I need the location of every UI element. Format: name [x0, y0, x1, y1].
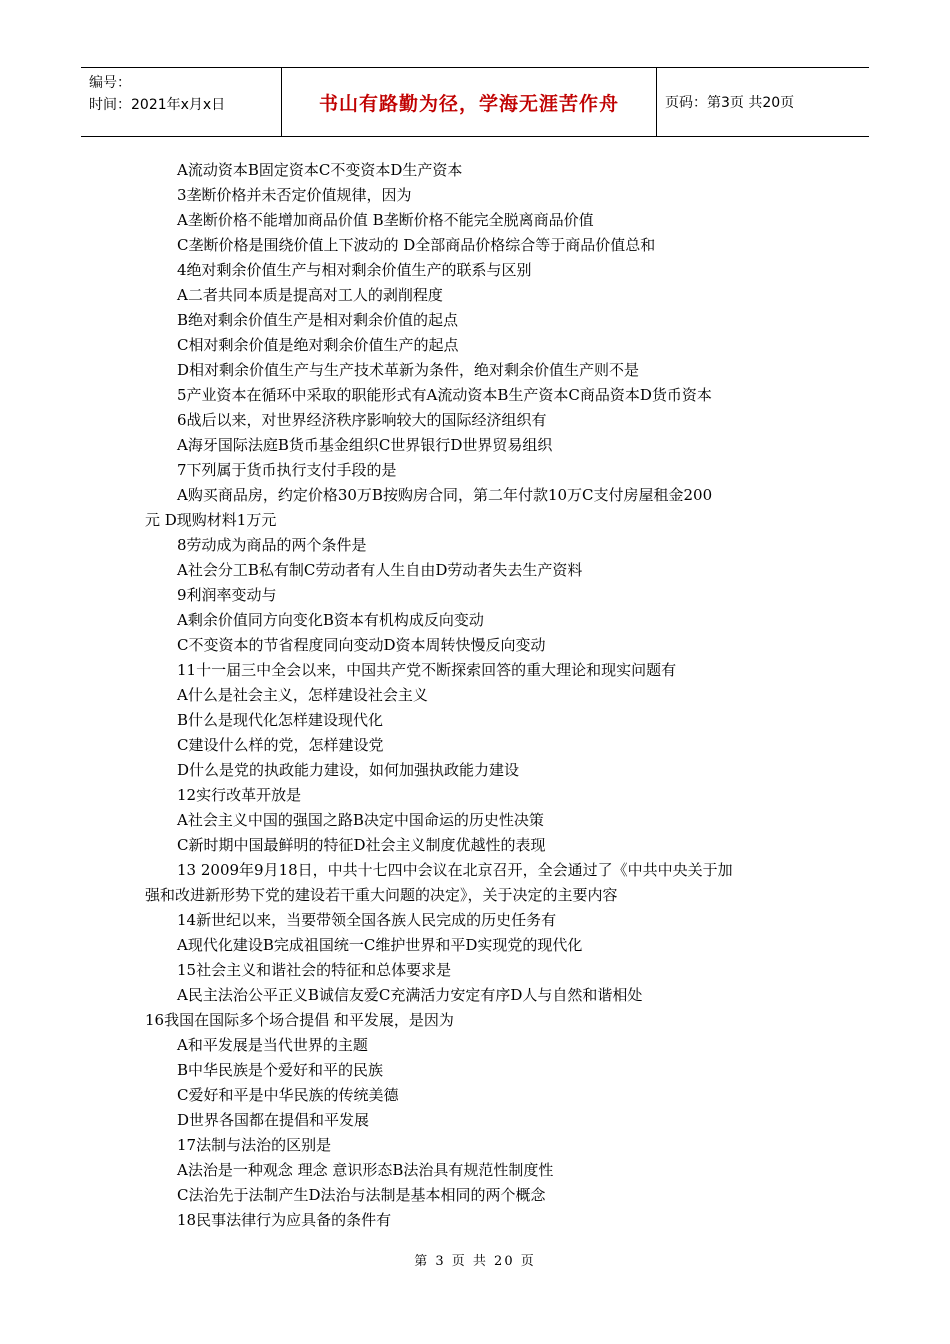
- text-line: D什么是党的执政能力建设，如何加强执政能力建设: [177, 761, 520, 779]
- text-line: 12实行改革开放是: [177, 786, 302, 804]
- text-line: A法治是一种观念 理念 意识形态B法治具有规范性制度性: [177, 1161, 554, 1179]
- text-line: A流动资本B固定资本C不变资本D生产资本: [177, 161, 463, 179]
- text-line: 7下列属于货币执行支付手段的是: [177, 461, 397, 479]
- text-line: D相对剩余价值生产与生产技术革新为条件，绝对剩余价值生产则不是: [177, 361, 640, 379]
- text-line: B绝对剩余价值生产是相对剩余价值的起点: [177, 311, 459, 329]
- text-line: C相对剩余价值是绝对剩余价值生产的起点: [177, 336, 459, 354]
- page-footer: 第 3 页 共 20 页: [414, 1254, 536, 1269]
- text-line: 4绝对剩余价值生产与相对剩余价值生产的联系与区别: [177, 261, 532, 279]
- text-line: C法治先于法制产生D法治与法制是基本相同的两个概念: [177, 1186, 546, 1204]
- text-line: D世界各国都在提倡和平发展: [177, 1111, 370, 1129]
- text-line: 13 2009年9月18日，中共十七四中会议在北京召开，全会通过了《中共中央关于加: [177, 861, 733, 879]
- text-line: 9利润率变动与: [177, 586, 277, 604]
- text-line: 18民事法律行为应具备的条件有: [177, 1211, 392, 1229]
- text-line: A什么是社会主义，怎样建设社会主义: [177, 686, 428, 704]
- text-line: 5产业资本在循环中采取的职能形式有A流动资本B生产资本C商品资本D货币资本: [177, 386, 712, 404]
- text-line: A购买商品房，约定价格30万B按购房合同，第二年付款10万C支付房屋租金200: [177, 486, 713, 504]
- text-line: A剩余价值同方向变化B资本有机构成反向变动: [177, 611, 484, 629]
- page-header: [81, 67, 869, 137]
- text-line: A垄断价格不能增加商品价值 B垄断价格不能完全脱离商品价值: [177, 211, 594, 229]
- text-line: 强和改进新形势下党的建设若干重大问题的决定》，关于决定的主要内容: [145, 886, 618, 904]
- text-line: 11十一届三中全会以来，中国共产党不断探索回答的重大理论和现实问题有: [177, 661, 677, 679]
- text-line: B什么是现代化怎样建设现代化: [177, 711, 384, 729]
- text-line: A现代化建设B完成祖国统一C维护世界和平D实现党的现代化: [177, 936, 583, 954]
- header-motto: 书山有路勤为径，学海无涯苦作舟: [281, 68, 657, 136]
- text-line: C建设什么样的党，怎样建设党: [177, 736, 384, 754]
- text-line: 8劳动成为商品的两个条件是: [177, 536, 367, 554]
- text-line: A社会主义中国的强国之路B决定中国命运的历史性决策: [177, 811, 544, 829]
- document-date-label: 时间：2021年x月x日: [89, 97, 226, 113]
- text-line: C新时期中国最鲜明的特征D社会主义制度优越性的表现: [177, 836, 546, 854]
- text-line: B中华民族是个爱好和平的民族: [177, 1061, 384, 1079]
- text-line: C不变资本的节省程度同向变动D资本周转快慢反向变动: [177, 636, 546, 654]
- document-number-label: 编号：: [89, 75, 131, 91]
- header-meta: [81, 68, 281, 136]
- text-line: A和平发展是当代世界的主题: [177, 1036, 368, 1054]
- text-line: A社会分工B私有制C劳动者有人生自由D劳动者失去生产资料: [177, 561, 583, 579]
- text-line: A二者共同本质是提高对工人的剥削程度: [177, 286, 443, 304]
- text-line: 3垄断价格并未否定价值规律，因为: [177, 186, 412, 204]
- text-line: A海牙国际法庭B货币基金组织C世界银行D世界贸易组织: [177, 436, 553, 454]
- header-page-info: 页码：第3页 共20页: [665, 95, 795, 111]
- text-line: C爱好和平是中华民族的传统美德: [177, 1086, 399, 1104]
- text-line: C垄断价格是围绕价值上下波动的 D全部商品价格综合等于商品价值总和: [177, 236, 656, 254]
- text-line: 14新世纪以来，当要带领全国各族人民完成的历史任务有: [177, 911, 557, 929]
- text-line: 6战后以来，对世界经济秩序影响较大的国际经济组织有: [177, 411, 547, 429]
- text-line: 元 D现购材料1万元: [145, 511, 277, 529]
- text-line: 17法制与法治的区别是: [177, 1136, 332, 1154]
- text-line: 15社会主义和谐社会的特征和总体要求是: [177, 961, 452, 979]
- text-line: 16我国在国际多个场合提倡 和平发展，是因为: [145, 1011, 454, 1029]
- text-line: A民主法治公平正义B诚信友爱C充满活力安定有序D人与自然和谐相处: [177, 986, 643, 1004]
